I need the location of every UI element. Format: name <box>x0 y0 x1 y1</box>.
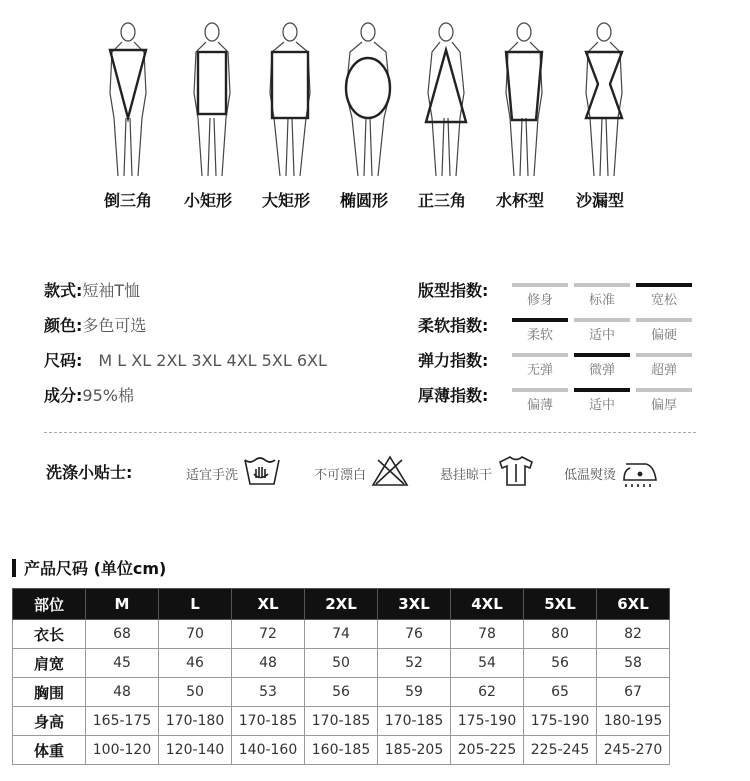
table-cell: 68 <box>86 620 159 649</box>
scale-option: 宽松 <box>650 293 677 308</box>
scale-segment <box>574 353 630 378</box>
body-figure-oval <box>338 18 398 178</box>
table-cell: 48 <box>86 678 159 707</box>
table-cell: 65 <box>524 678 597 707</box>
table-cell: 185-205 <box>378 736 451 765</box>
care-text: 悬挂晾干 <box>440 467 493 483</box>
table-cell: 140-160 <box>232 736 305 765</box>
table-cell: 74 <box>305 620 378 649</box>
spec-value: 多色可选 <box>82 316 147 335</box>
fit-index-label: 版型指数: <box>418 281 489 300</box>
table-row-header: 身高 <box>13 707 86 736</box>
table-cell: 56 <box>524 649 597 678</box>
scale-option: 柔软 <box>526 328 553 343</box>
spec-size <box>44 348 327 371</box>
body-figure-inverted-triangle <box>98 18 158 178</box>
table-row <box>13 649 670 678</box>
care-low-iron <box>564 456 660 490</box>
body-type-label: 正三角 <box>417 191 466 210</box>
table-header-cell: 3XL <box>378 589 451 620</box>
spec-key: 成分: <box>44 386 83 405</box>
table-header-cell: 2XL <box>305 589 378 620</box>
table-cell: 50 <box>305 649 378 678</box>
scale-option: 微弹 <box>588 363 615 378</box>
scale-option: 无弹 <box>526 363 553 378</box>
no-bleach-icon <box>370 454 410 492</box>
table-row-header: 肩宽 <box>13 649 86 678</box>
body-figure-hourglass <box>574 18 634 178</box>
table-cell: 45 <box>86 649 159 678</box>
table-cell: 59 <box>378 678 451 707</box>
care-text: 低温熨烫 <box>564 467 617 483</box>
spec-material <box>44 383 134 406</box>
softness-index-scale <box>512 318 694 348</box>
table-cell: 76 <box>378 620 451 649</box>
scale-segment <box>636 318 692 343</box>
table-cell: 170-185 <box>378 707 451 736</box>
table-cell: 180-195 <box>597 707 670 736</box>
table-header-cell: L <box>159 589 232 620</box>
body-figure-small-rectangle <box>182 18 242 178</box>
table-header-cell: 5XL <box>524 589 597 620</box>
table-cell: 67 <box>597 678 670 707</box>
hand-wash-icon <box>242 454 282 492</box>
table-cell: 205-225 <box>451 736 524 765</box>
body-type-label: 沙漏型 <box>575 191 624 210</box>
table-cell: 58 <box>597 649 670 678</box>
scale-segment <box>512 318 568 343</box>
size-table <box>12 588 670 765</box>
care-text: 不可漂白 <box>314 467 367 483</box>
table-cell: 52 <box>378 649 451 678</box>
table-row-header: 体重 <box>13 736 86 765</box>
scale-option: 偏硬 <box>650 328 677 343</box>
spec-key: 颜色: <box>44 316 83 335</box>
body-type-label: 小矩形 <box>183 191 232 210</box>
table-cell: 62 <box>451 678 524 707</box>
low-iron-icon <box>620 454 660 492</box>
scale-option: 适中 <box>588 328 615 343</box>
scale-segment <box>636 388 692 413</box>
heading-marker <box>12 559 16 577</box>
table-header-cell: 4XL <box>451 589 524 620</box>
thickness-index-scale <box>512 388 694 418</box>
scale-option: 适中 <box>588 398 615 413</box>
scale-segment <box>574 318 630 343</box>
table-cell: 48 <box>232 649 305 678</box>
table-header-cell: 6XL <box>597 589 670 620</box>
size-table-heading <box>12 556 166 579</box>
scale-segment <box>574 388 630 413</box>
table-cell: 56 <box>305 678 378 707</box>
scale-segment <box>512 388 568 413</box>
body-type-chart <box>0 0 750 230</box>
table-cell: 165-175 <box>86 707 159 736</box>
care-no-bleach <box>314 456 410 490</box>
body-figure-cup <box>494 18 554 178</box>
table-cell: 78 <box>451 620 524 649</box>
fit-index-scale <box>512 283 694 313</box>
spec-key: 款式: <box>44 281 83 300</box>
table-cell: 70 <box>159 620 232 649</box>
spec-value: 短袖T恤 <box>82 281 141 300</box>
scale-segment <box>574 283 630 308</box>
table-cell: 50 <box>159 678 232 707</box>
spec-key: 尺码: <box>44 351 83 370</box>
elasticity-index-scale <box>512 353 694 383</box>
table-cell: 170-180 <box>159 707 232 736</box>
scale-segment <box>512 283 568 308</box>
care-hang-dry <box>440 456 536 490</box>
body-type-label: 倒三角 <box>103 191 152 210</box>
table-cell: 46 <box>159 649 232 678</box>
table-cell: 225-245 <box>524 736 597 765</box>
table-header-cell: M <box>86 589 159 620</box>
table-row-header: 衣长 <box>13 620 86 649</box>
scale-option: 修身 <box>526 293 553 308</box>
scale-segment <box>512 353 568 378</box>
table-row-header: 胸围 <box>13 678 86 707</box>
scale-segment <box>636 353 692 378</box>
table-header-row <box>13 589 670 620</box>
spec-value: 95%棉 <box>82 386 134 405</box>
table-cell: 175-190 <box>451 707 524 736</box>
scale-option: 偏薄 <box>526 398 553 413</box>
table-row <box>13 736 670 765</box>
table-header-cell: XL <box>232 589 305 620</box>
table-cell: 72 <box>232 620 305 649</box>
size-table-title: 产品尺码 (单位cm) <box>24 559 167 578</box>
table-cell: 82 <box>597 620 670 649</box>
spec-value: M L XL 2XL 3XL 4XL 5XL 6XL <box>98 351 327 370</box>
divider <box>44 432 696 433</box>
body-figure-large-rectangle <box>260 18 320 178</box>
thickness-index-label: 厚薄指数: <box>418 386 489 405</box>
table-cell: 80 <box>524 620 597 649</box>
body-figure-triangle <box>416 18 476 178</box>
care-hand-wash <box>186 456 282 490</box>
table-cell: 175-190 <box>524 707 597 736</box>
body-type-label: 椭圆形 <box>339 191 388 210</box>
scale-segment <box>636 283 692 308</box>
scale-option: 标准 <box>588 293 615 308</box>
hang-dry-icon <box>496 454 536 492</box>
table-cell: 170-185 <box>232 707 305 736</box>
softness-index-label: 柔软指数: <box>418 316 489 335</box>
elasticity-index-label: 弹力指数: <box>418 351 489 370</box>
scale-option: 偏厚 <box>650 398 677 413</box>
table-row <box>13 707 670 736</box>
body-type-label: 水杯型 <box>495 191 544 210</box>
table-row <box>13 678 670 707</box>
table-cell: 160-185 <box>305 736 378 765</box>
table-cell: 53 <box>232 678 305 707</box>
table-header-cell: 部位 <box>13 589 86 620</box>
table-row <box>13 620 670 649</box>
spec-style <box>44 278 140 301</box>
spec-color <box>44 313 146 336</box>
scale-option: 超弹 <box>650 363 677 378</box>
table-cell: 100-120 <box>86 736 159 765</box>
care-text: 适宜手洗 <box>186 467 239 483</box>
table-cell: 170-185 <box>305 707 378 736</box>
table-cell: 54 <box>451 649 524 678</box>
table-cell: 120-140 <box>159 736 232 765</box>
care-tips-title: 洗涤小贴士: <box>46 463 133 482</box>
table-cell: 245-270 <box>597 736 670 765</box>
body-type-label: 大矩形 <box>261 191 310 210</box>
